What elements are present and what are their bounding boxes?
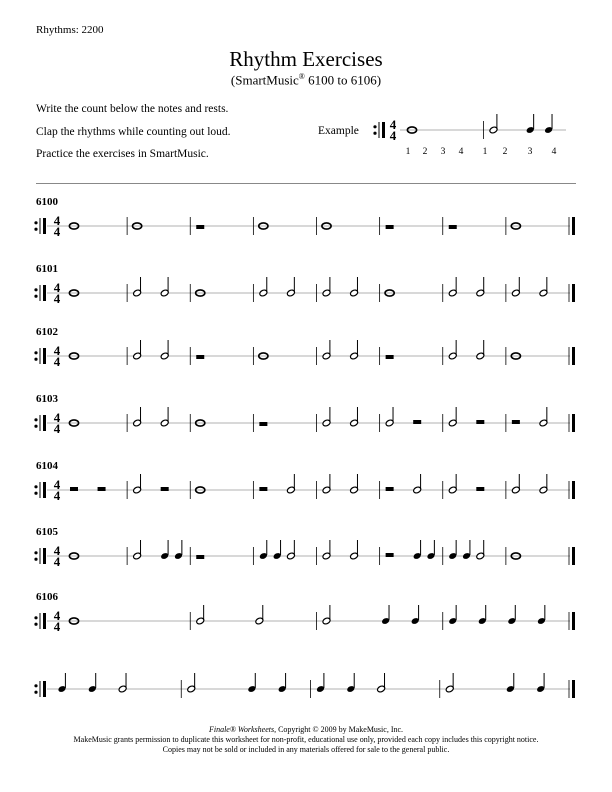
whole-rest bbox=[386, 225, 394, 229]
instruction-line: Write the count below the notes and rests. bbox=[36, 103, 229, 115]
thick-barline bbox=[43, 681, 46, 697]
repeat-dot bbox=[34, 551, 37, 554]
time-signature-top: 4 bbox=[53, 543, 61, 558]
half-rest bbox=[161, 487, 169, 491]
thick-barline bbox=[43, 415, 46, 431]
count-label: 3 bbox=[440, 147, 446, 157]
time-signature-top: 4 bbox=[53, 343, 61, 358]
final-barline-thick bbox=[572, 612, 575, 630]
whole-rest bbox=[449, 225, 457, 229]
page-title: Rhythm Exercises bbox=[229, 47, 383, 71]
example-label: Example bbox=[318, 125, 359, 137]
instruction-line: Practice the exercises in SmartMusic. bbox=[36, 148, 209, 160]
repeat-dot bbox=[34, 221, 37, 224]
whole-rest bbox=[259, 422, 267, 426]
time-signature-top: 4 bbox=[53, 280, 61, 295]
subtitle-suffix: 6100 to 6106) bbox=[304, 72, 382, 88]
final-barline-thick bbox=[572, 347, 575, 365]
time-signature-bottom: 4 bbox=[53, 224, 61, 239]
exercise-number: 6105 bbox=[36, 526, 58, 538]
repeat-dot bbox=[34, 425, 37, 428]
count-label: 2 bbox=[502, 147, 508, 157]
exercise-number: 6103 bbox=[36, 393, 58, 405]
half-rest bbox=[512, 420, 520, 424]
time-signature-top: 4 bbox=[389, 117, 397, 132]
exercise-number: 6102 bbox=[36, 326, 58, 338]
repeat-dot bbox=[34, 288, 37, 291]
count-label: 2 bbox=[422, 147, 428, 157]
thick-barline bbox=[43, 218, 46, 234]
repeat-dot bbox=[34, 295, 37, 298]
final-barline-thick bbox=[572, 481, 575, 499]
half-rest bbox=[476, 420, 484, 424]
time-signature-top: 4 bbox=[53, 477, 61, 492]
time-signature-top: 4 bbox=[53, 410, 61, 425]
repeat-dot bbox=[34, 358, 37, 361]
whole-rest bbox=[196, 225, 204, 229]
exercise-number: 6101 bbox=[36, 263, 58, 275]
repeat-dot bbox=[34, 684, 37, 687]
count-label: 1 bbox=[482, 147, 488, 157]
half-rest bbox=[259, 487, 267, 491]
instruction-line: Clap the rhythms while counting out loud. bbox=[36, 126, 231, 138]
worksheet-header-label: Rhythms: 2200 bbox=[36, 24, 104, 36]
exercise-number: 6106 bbox=[36, 591, 58, 603]
whole-rest bbox=[386, 355, 394, 359]
time-signature-top: 4 bbox=[53, 213, 61, 228]
repeat-dot bbox=[34, 623, 37, 626]
whole-rest bbox=[196, 355, 204, 359]
time-signature-bottom: 4 bbox=[53, 554, 61, 569]
repeat-dot bbox=[34, 485, 37, 488]
repeat-dot bbox=[34, 616, 37, 619]
time-signature-bottom: 4 bbox=[53, 619, 61, 634]
thick-barline bbox=[43, 348, 46, 364]
exercise-number: 6104 bbox=[36, 460, 58, 472]
footer-copyright: , Copyright © 2009 by MakeMusic, Inc. bbox=[274, 725, 404, 734]
final-barline-thick bbox=[572, 217, 575, 235]
half-rest bbox=[386, 487, 394, 491]
repeat-dot bbox=[34, 228, 37, 231]
final-barline-thick bbox=[572, 414, 575, 432]
thick-barline bbox=[43, 613, 46, 629]
footer-line-1 bbox=[0, 725, 612, 735]
repeat-dot bbox=[34, 418, 37, 421]
thick-barline bbox=[43, 548, 46, 564]
copyright-footer bbox=[0, 725, 612, 755]
thick-barline bbox=[43, 482, 46, 498]
footer-product: Finale® Worksheets bbox=[208, 725, 275, 734]
time-signature-top: 4 bbox=[53, 608, 61, 623]
half-rest bbox=[386, 553, 394, 557]
time-signature-bottom: 4 bbox=[53, 291, 61, 306]
count-label: 1 bbox=[405, 147, 411, 157]
thick-barline bbox=[43, 285, 46, 301]
half-rest bbox=[476, 487, 484, 491]
half-rest bbox=[98, 487, 106, 491]
whole-rest bbox=[196, 555, 204, 559]
footer-line-3: Copies may not be sold or included in any materials offered for sale to the general public. bbox=[162, 745, 450, 754]
time-signature-bottom: 4 bbox=[53, 354, 61, 369]
repeat-dot bbox=[34, 691, 37, 694]
repeat-dot bbox=[34, 492, 37, 495]
subtitle-prefix: (SmartMusic bbox=[230, 72, 299, 88]
footer-line-2: MakeMusic grants permission to duplicate this worksheet for non-profit, educational use only, provided each copy includes this copyright notice. bbox=[73, 735, 539, 744]
final-barline-thick bbox=[572, 284, 575, 302]
time-signature-bottom: 4 bbox=[389, 128, 397, 143]
final-barline-thick bbox=[572, 680, 575, 698]
repeat-dot bbox=[34, 351, 37, 354]
count-label: 4 bbox=[458, 147, 464, 157]
half-rest bbox=[413, 420, 421, 424]
registered-mark: ® bbox=[298, 72, 305, 81]
time-signature-bottom: 4 bbox=[53, 421, 61, 436]
time-signature-bottom: 4 bbox=[53, 488, 61, 503]
exercise-number: 6100 bbox=[36, 196, 58, 208]
count-label: 3 bbox=[527, 147, 533, 157]
final-barline-thick bbox=[572, 547, 575, 565]
count-label: 4 bbox=[551, 147, 557, 157]
repeat-dot bbox=[34, 558, 37, 561]
half-rest bbox=[70, 487, 78, 491]
